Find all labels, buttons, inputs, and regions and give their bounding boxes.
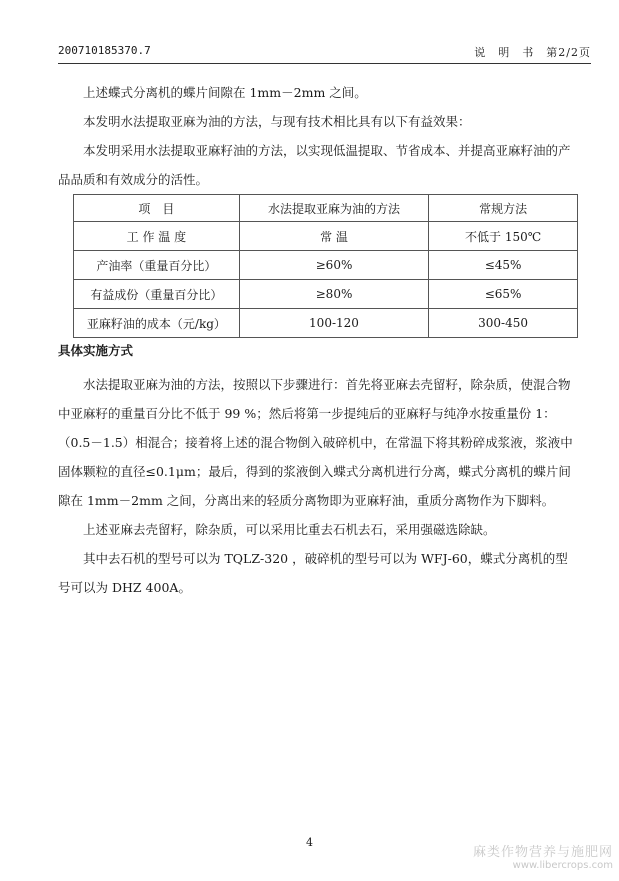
- table-row: [74, 222, 578, 251]
- table-cell: ≥80%: [239, 280, 428, 309]
- table-cell: 300-450: [429, 309, 578, 338]
- section-page-label: 说 明 书 第2/2页: [474, 46, 591, 59]
- table-cell: 产油率（重量百分比）: [74, 251, 240, 280]
- table-header-cell: 水法提取亚麻为油的方法: [239, 195, 428, 222]
- table-cell: ≤65%: [429, 280, 578, 309]
- watermark: [473, 841, 613, 871]
- paragraph-gap: 上述蝶式分离机的蝶片间隙在 1mm－2mm 之间。: [83, 85, 367, 100]
- table-cell: ≥60%: [239, 251, 428, 280]
- table-cell: 不低于 150℃: [429, 222, 578, 251]
- paragraph-models: 其中去石机的型号可以为 TQLZ-320 ，破碎机的型号可以为 WFJ-60，蝶式分离机的型号可以为 DHZ 400A。: [58, 551, 568, 595]
- table-cell: 工 作 温 度: [74, 222, 240, 251]
- table-cell: 有益成份（重量百分比）: [74, 280, 240, 309]
- section-heading: 具体实施方式: [58, 343, 134, 358]
- paragraph-cleaning: 上述亚麻去壳留籽，除杂质，可以采用比重去石机去石，采用强磁选除缺。: [83, 522, 496, 537]
- watermark-url: www.libercrops.com: [512, 860, 613, 871]
- table-header-cell: 项 目: [74, 195, 240, 222]
- page-header: [58, 44, 591, 62]
- paragraph-procedure: 水法提取亚麻为油的方法，按照以下步骤进行：首先将亚麻去壳留籽，除杂质，使混合物中亚麻籽的重量百分比不低于 99 %；然后将第一步提纯后的亚麻籽与纯净水按重量份 1：（0.5－1.5）相混合；接着将上述的混合物倒入破碎机中，在常温下将其粉碎成浆液，浆液中固体颗粒的直径≤0.1μm；最后，得到的浆液倒入蝶式分离机进行分离，蝶式分离机的蝶片间隙在 1mm－2mm 之间，分离出来的轻质分离物即为亚麻籽油，重质分离物作为下脚料。: [58, 377, 573, 508]
- page-number: 4: [306, 836, 313, 849]
- paragraph-benefits-intro: 本发明水法提取亚麻为油的方法，与现有技术相比具有以下有益效果：: [83, 114, 471, 129]
- table-header-row: [74, 195, 578, 222]
- table-cell: 常 温: [239, 222, 428, 251]
- table-row: [74, 280, 578, 309]
- table-row: [74, 251, 578, 280]
- table-cell: 100-120: [239, 309, 428, 338]
- table-cell: ≤45%: [429, 251, 578, 280]
- comparison-table: [73, 194, 578, 338]
- patent-number: 200710185370.7: [58, 44, 151, 57]
- paragraph-benefits: 本发明采用水法提取亚麻籽油的方法，以实现低温提取、节省成本、并提高亚麻籽油的产品品质和有效成分的活性。: [58, 143, 571, 187]
- watermark-site-name: 麻类作物营养与施肥网: [472, 845, 613, 860]
- table-row: [74, 309, 578, 338]
- header-rule: [58, 63, 591, 64]
- table-cell: 亚麻籽油的成本（元/kg）: [74, 309, 240, 338]
- table-header-cell: 常规方法: [429, 195, 578, 222]
